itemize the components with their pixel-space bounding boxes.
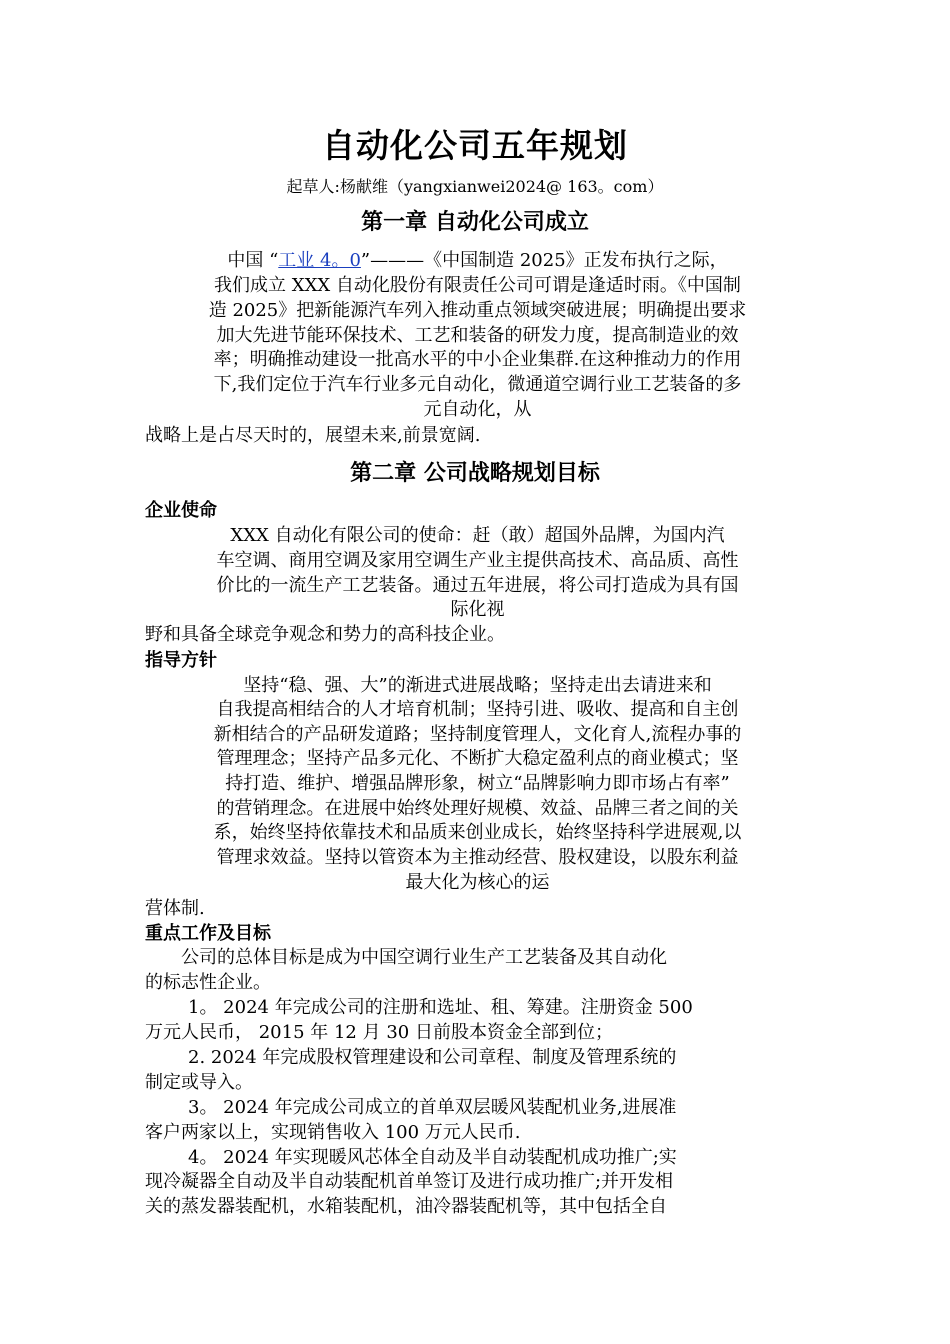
chapter1-line: 我们成立 XXX 自动化股份有限责任公司可谓是逢适时雨。《中国制 (214, 275, 741, 296)
guideline-line: 坚持“稳、强、大”的渐进式进展战略；坚持走出去请进来和 (243, 675, 712, 696)
chapter1-line: 率；明确推动建设一批高水平的中小企业集群.在这种推动力的作用 (213, 349, 742, 370)
author-line: 起草人:杨献维（yangxianwei2024@ 163。com） (286, 177, 664, 196)
keywork-line: 1。 2024 年完成公司的注册和选址、租、筹建。注册资金 500 (188, 997, 693, 1018)
chapter1-line-1 (145, 249, 810, 273)
chapter1-line: 元自动化，从 (423, 399, 532, 420)
guideline-heading: 指导方针 (145, 650, 217, 671)
guideline-line: 持打造、维护、增强品牌形象，树立“品牌影响力即市场占有率” (225, 773, 730, 794)
chapter1-line-1-post: ”———《中国制造 2025》正发布执行之际， (360, 250, 728, 271)
chapter1-line: 战略上是占尽天时的，展望未来,前景宽阔. (145, 425, 481, 446)
mission-line: XXX 自动化有限公司的使命：赶（敢）超国外品牌，为国内汽 (230, 525, 725, 546)
guideline-line: 的营销理念。在进展中始终处理好规模、效益、品牌三者之间的关 (216, 798, 739, 819)
chapter2-title: 第二章 公司战略规划目标 (350, 461, 600, 486)
keywork-line: 4。 2024 年实现暖风芯体全自动及半自动装配机成功推广;实 (188, 1147, 677, 1168)
mission-line: 野和具备全球竞争观念和势力的高科技企业。 (145, 624, 505, 645)
chapter1-title: 第一章 自动化公司成立 (361, 210, 589, 235)
guideline-line: 管理求效益。坚持以管资本为主推动经营、股权建设，以股东利益 (216, 847, 739, 868)
mission-heading: 企业使命 (145, 500, 217, 521)
guideline-line: 营体制. (145, 898, 205, 919)
guideline-line: 自我提高相结合的人才培育机制；坚持引进、吸收、提高和自主创 (216, 699, 739, 720)
mission-line: 际化视 (450, 599, 505, 620)
chapter1-line-1-pre: 中国 “ (227, 250, 279, 271)
mission-line: 价比的一流生产工艺装备。通过五年进展，将公司打造成为具有国 (216, 575, 739, 596)
keywork-heading: 重点工作及目标 (145, 923, 271, 944)
keywork-line: 制定或导入。 (145, 1072, 253, 1093)
keywork-line: 现冷凝器全自动及半自动装配机首单签订及进行成功推广;并开发相 (145, 1171, 674, 1192)
mission-line: 车空调、商用空调及家用空调生产业主提供高技术、高品质、高性 (216, 550, 739, 571)
keywork-line: 2. 2024 年完成股权管理建设和公司章程、制度及管理系统的 (188, 1047, 677, 1068)
guideline-line: 最大化为核心的运 (405, 872, 550, 893)
keywork-line: 万元人民币， 2015 年 12 月 30 日前股本资金全部到位； (145, 1022, 613, 1043)
chapter1-line: 造 2025》把新能源汽车列入推动重点领域突破进展；明确提出要求 (208, 300, 747, 321)
document-title: 自动化公司五年规划 (322, 126, 628, 165)
guideline-line: 系，始终坚持依靠技术和品质来创业成长，始终坚持科学进展观,以 (213, 822, 742, 843)
guideline-line: 新相结合的产品研发道路；坚持制度管理人，文化育人,流程办事的 (213, 724, 742, 745)
keywork-line: 的标志性企业。 (145, 972, 271, 993)
chapter1-line: 加大先进节能环保技术、工艺和装备的研发力度，提高制造业的效 (216, 325, 739, 346)
chapter1-line: 下,我们定位于汽车行业多元自动化，微通道空调行业工艺装备的多 (213, 374, 742, 395)
keywork-line: 关的蒸发器装配机，水箱装配机，油冷器装配机等，其中包括全自 (145, 1196, 667, 1217)
keywork-line: 公司的总体目标是成为中国空调行业生产工艺装备及其自动化 (181, 947, 667, 968)
industry-4-link[interactable]: 工业 4。0 (278, 250, 361, 271)
keywork-line: 客户两家以上，实现销售收入 100 万元人民币. (145, 1122, 521, 1143)
keywork-line: 3。 2024 年完成公司成立的首单双层暖风装配机业务,进展准 (188, 1097, 677, 1118)
guideline-line: 管理理念；坚持产品多元化、不断扩大稳定盈利点的商业模式；坚 (216, 748, 739, 769)
